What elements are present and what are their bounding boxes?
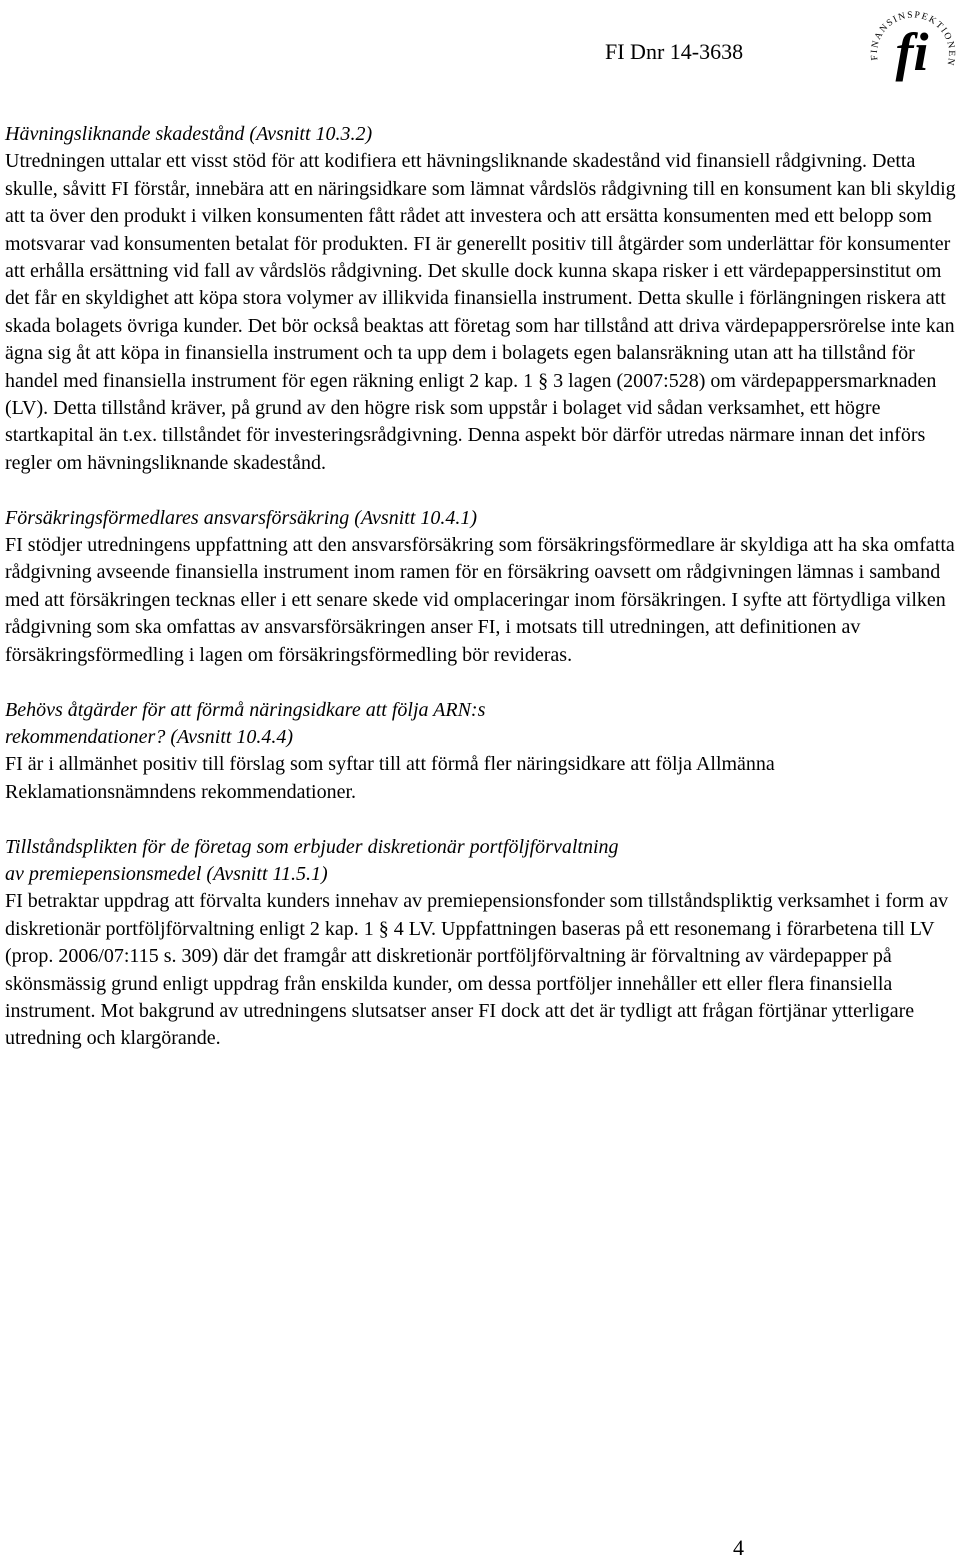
section-paragraph: Utredningen uttalar ett visst stöd för att kodifiera ett hävningsliknande skadestånd vid finansiell rådgivning. Detta skulle, såvitt FI förstår, innebära att en näringsidkare som lämnat vårdslös rådgivning till en konsument kan bli skyldig att ta över den produkt i vilken konsumenten fått rådet att investera och att ersätta konsumenten med ett belopp som motsvarar vad konsumenten betalat för produkten. FI är generellt positiv till åtgärder som underlättar för konsumenter att erhålla ersättning vid fall av vårdslös rådgivning. Det skulle dock kunna skapa risker i ett värdepappersinstitut om det får en skyldighet att köpa stora volymer av illikvida finansiella instrument. Detta skulle i förlängningen riskera att skada bolagets övriga kunder. Det bör också beaktas att företag som har tillstånd att driva värdepappersrörelse inte kan ägna sig åt att köpa in finansiella instrument och ta upp dem i bolagets egen balansräkning utan att ha tillstånd för handel med finansiella instrument för egen räkning enligt 2 kap. 1 § 3 lagen (2007:528) om värdepappersmarknaden (LV). Detta tillstånd kräver, på grund av den högre risk som uppstår i bolaget vid sådan verksamhet, ett högre startkapital än t.ex. tillståndet för investeringsrådgivning. Denna aspekt bör därför utredas närmare innan det införs regler om hävningsliknande skadestånd. <box>5 150 956 474</box>
page-number: 4 <box>733 1535 744 1560</box>
section-heading <box>5 121 957 148</box>
section-heading-line: Tillståndsplikten för de företag som erbjuder diskretionär portföljförvaltning <box>5 835 619 858</box>
document-reference: FI Dnr 14-3638 <box>605 39 744 64</box>
section-heading <box>5 505 957 532</box>
section-tillstandsplikten <box>5 834 957 1053</box>
section-heading-line: Försäkringsförmedlares ansvarsförsäkring (Avsnitt 10.4.1) <box>5 506 478 529</box>
section-paragraph: FI stödjer utredningens uppfattning att den ansvarsförsäkring som försäkringsförmedlare är skyldiga att ha ska omfatta rådgivning avseende finansiella instrument inom ramen för en försäkring oavsett om rådgivningen lämnas i samband med att försäkringen tecknas eller i ett senare skede vid omplaceringar inom försäkringen. I syfte att förtydliga vilken rådgivning som ska omfattas av ansvarsförsäkringen anser FI, i motsats till utredningen, att definitionen av försäkringsförmedling i lagen om försäkringsförmedling bör revideras. <box>5 534 955 666</box>
section-paragraph: FI är i allmänhet positiv till förslag som syftar till att förmå fler näringsidkare att följa Allmänna Reklamationsnämndens rekommendationer. <box>5 753 775 803</box>
section-heading-line: av premiepensionsmedel (Avsnitt 11.5.1) <box>5 862 328 885</box>
section-paragraph: FI betraktar uppdrag att förvalta kunders innehav av premiepensionsfonder som tillståndspliktig verksamhet i form av diskretionär portföljförvaltning enligt 2 kap. 1 § 4 LV. Uppfattningen baseras på ett resonemang i förarbetena till LV (prop. 2006/07:115 s. 309) där det framgår att diskretionär portföljförvaltning är förvaltning av värdepapper på skönsmässig grund enligt uppdrag från enskilda kunder, om dessa portföljer innehåller ett eller flera finansiella instrument. Mot bakgrund av utredningens slutsatser anser FI dock att det är tydligt att frågan förtjänar ytterligare utredning och klargörande. <box>5 890 949 1050</box>
logo-monogram: fi <box>895 22 929 82</box>
finansinspektionen-logo <box>868 0 960 88</box>
logo-ring-text: FINANSINSPEKTIONEN <box>869 10 957 68</box>
section-arn-rekommendationer <box>5 697 957 807</box>
document-body <box>5 121 957 1080</box>
section-heading <box>5 697 957 752</box>
section-heading-line: Behövs åtgärder för att förmå näringsidkare att följa ARN:s <box>5 698 486 721</box>
section-heading-line: Hävningsliknande skadestånd (Avsnitt 10.3.2) <box>5 123 373 145</box>
section-ansvarsforsakring <box>5 505 957 669</box>
section-heading-line: rekommendationer? (Avsnitt 10.4.4) <box>5 725 294 748</box>
section-heading <box>5 834 957 889</box>
section-havningsliknande-skadestand <box>5 121 957 477</box>
